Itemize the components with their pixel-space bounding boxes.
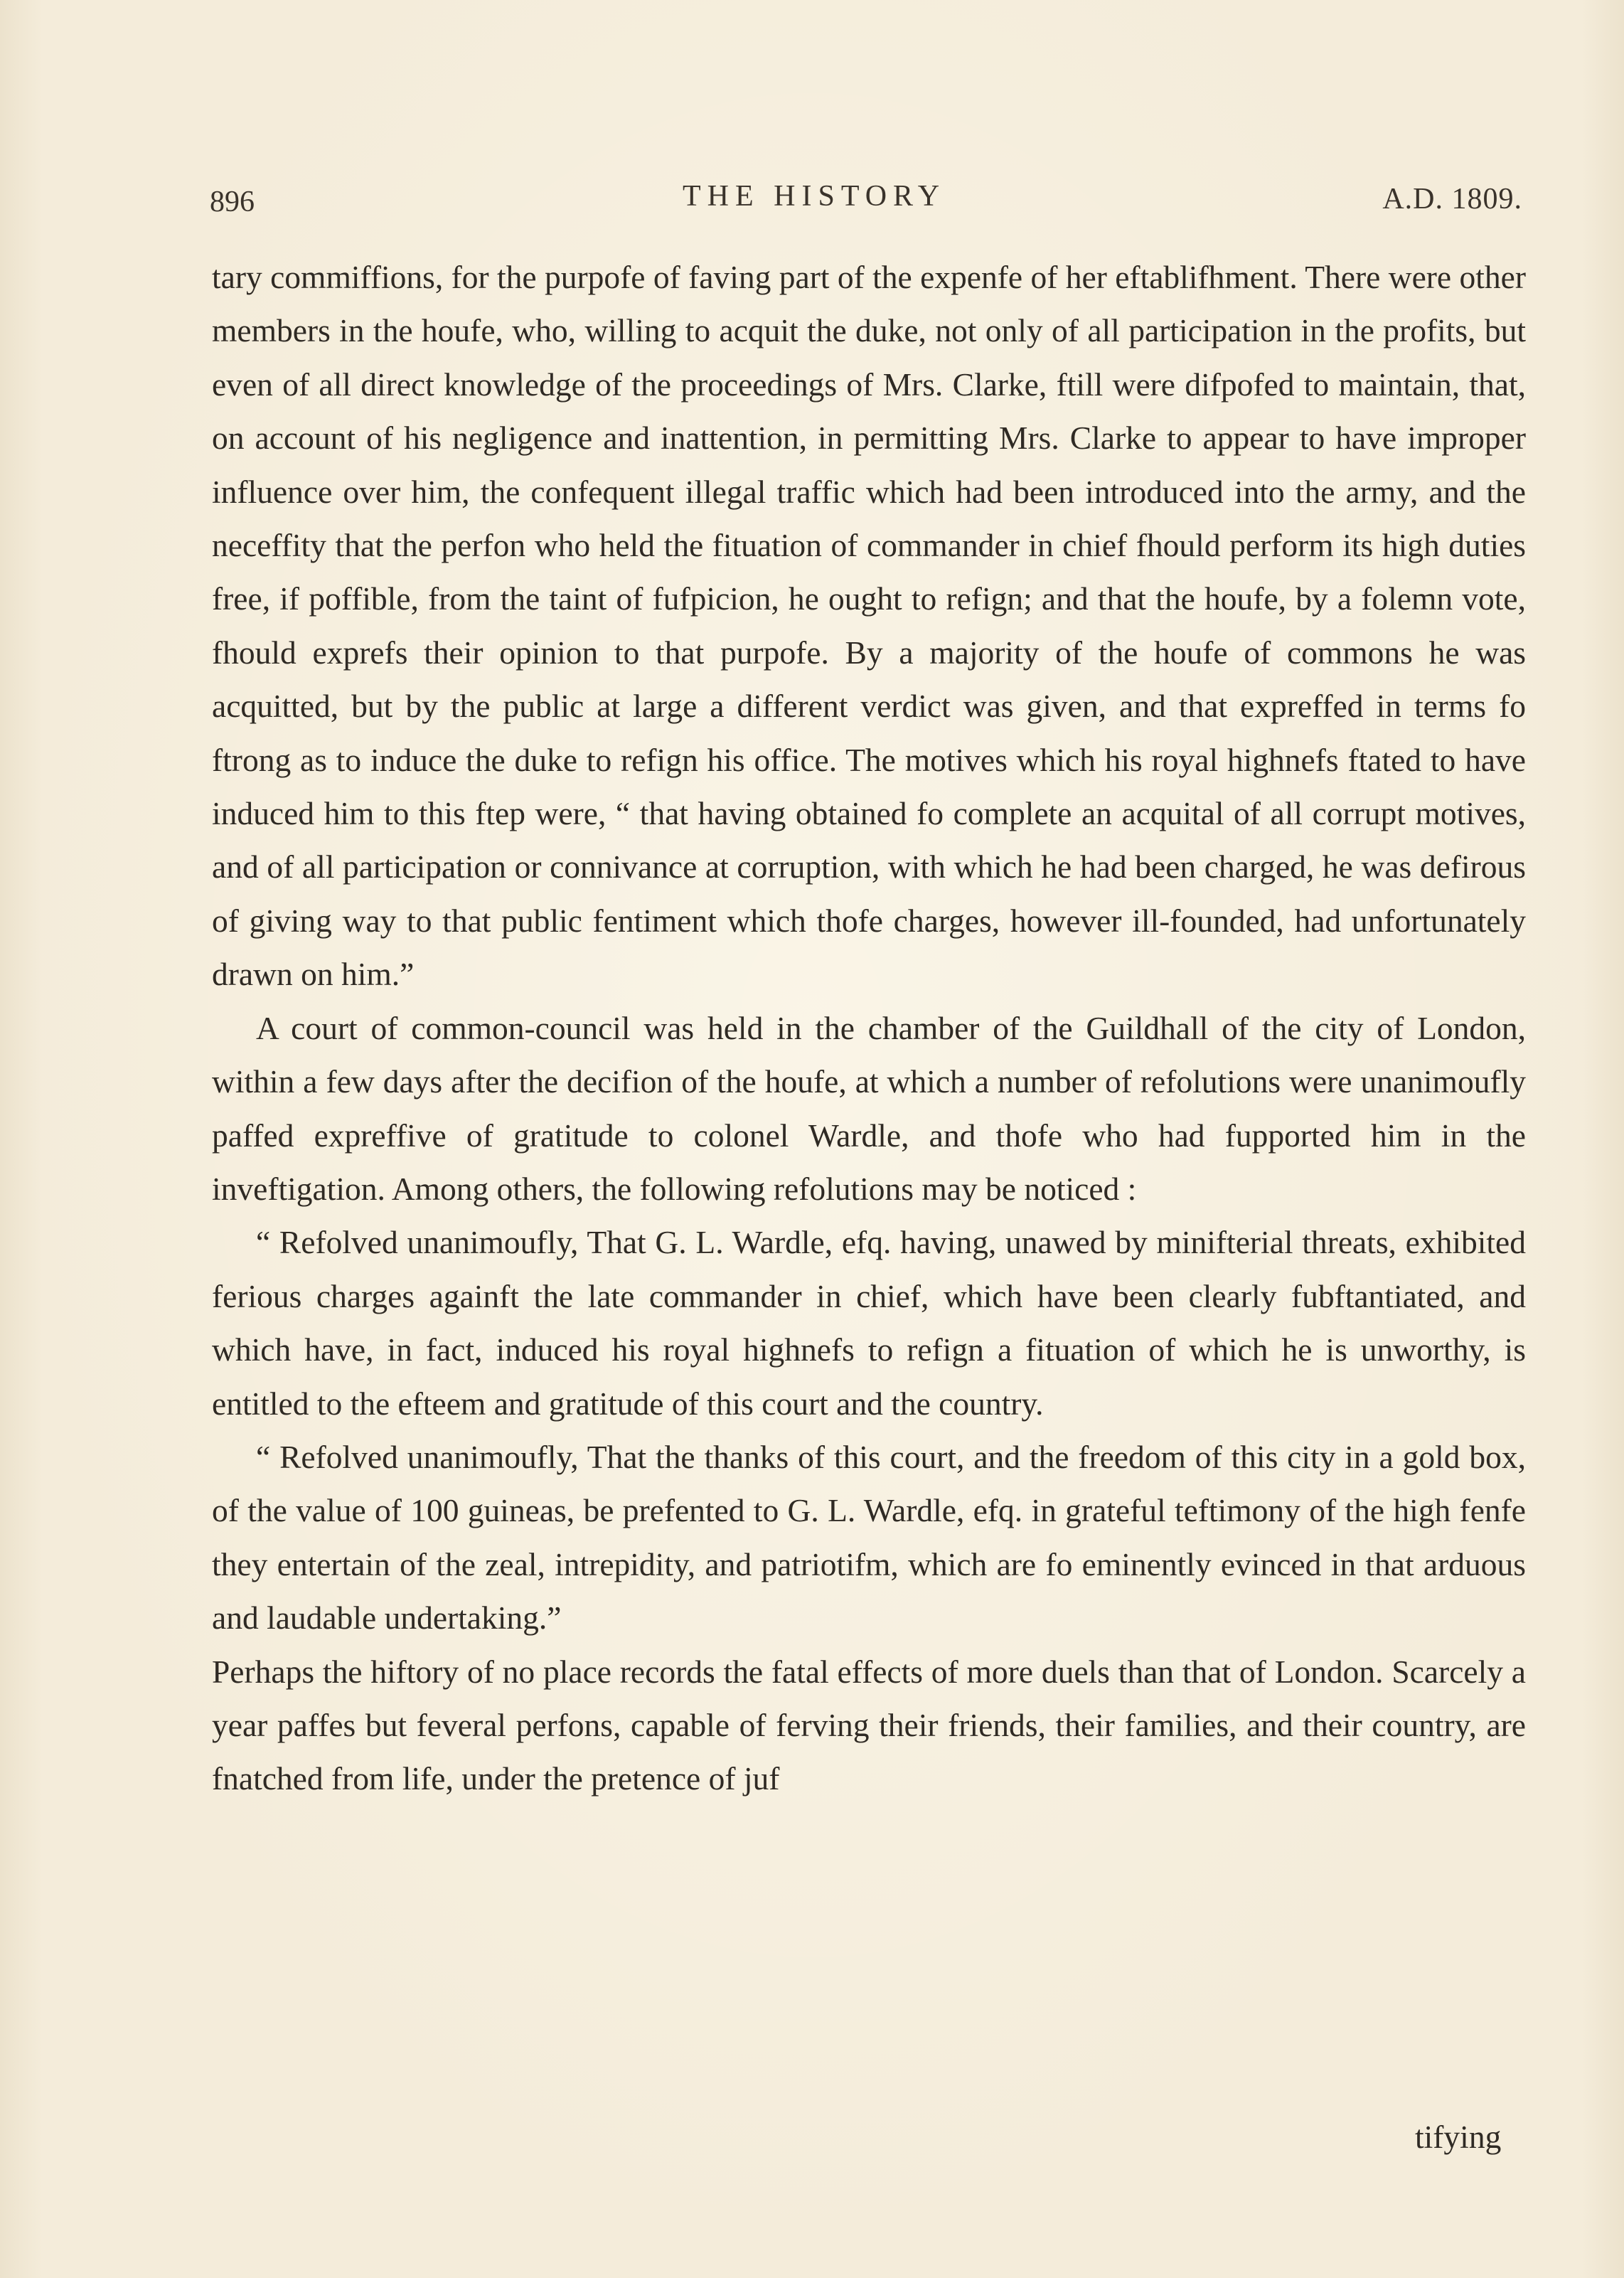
catchword: tifying [1415,2119,1502,2155]
paragraph-resolution-2: “ Refolved unanimoufly, That the thanks of this court, and the freedom of this city in a gold box, of the value of 100 guineas, be prefented to G. L. Wardle, efq. in grateful teftimony of the high fenfe they entertain of the zeal, intrepidity, and patriotifm, which are fo eminently evinced in that arduous and laudable undertaking.” [212,1438,1526,1636]
paragraph-resolution-1: “ Refolved unanimoufly, That G. L. Wardle, efq. having, unawed by minifterial threats, exhibited ferious charges againft the late commander in chief, which have been clearly fubftantiated, and which have, in fact, induced his royal highnefs to refign a fituation of which he is unworthy, is entitled to the efteem and gratitude of this court and the country. [212,1224,1526,1422]
body-text [212,250,1526,1806]
page-number: 896 [210,186,255,218]
header-date: A.D. 1809. [1382,183,1522,215]
running-title: THE HISTORY [683,180,946,213]
running-header [210,169,1522,219]
paragraph-common-council: A court of common-council was held in the chamber of the Guildhall of the city of London, within a few days after the decifion of the houfe, at which a number of refolutions were unanimoufly paffed expreffive of gratitude to colonel Wardle, and thofe who had fupported him in the inveftigation. Among others, the following refolutions may be noticed : [212,1009,1526,1207]
paragraph-duels: Perhaps the hiftory of no place records the fatal effects of more duels than that of London. Scarcely a year paffes but feveral perfons, capable of ferving their friends, their families, and their country, are fnatched from life, under the pretence of juf [212,1653,1526,1797]
paragraph-continuation: tary commiffions, for the purpofe of faving part of the expenfe of her eftablifhment. There were other members in the houfe, who, willing to acquit the duke, not only of all participation in the profits, but even of all direct knowledge of the proceedings of Mrs. Clarke, ftill were difpofed to maintain, that, on account of his negligence and inattention, in permitting Mrs. Clarke to appear to have improper influence over him, the confequent illegal traffic which had been introduced into the army, and the neceffity that the perfon who held the fituation of commander in chief fhould perform its high duties free, if poffible, from the taint of fufpicion, he ought to refign; and that the houfe, by a folemn vote, fhould exprefs their opinion to that purpofe. By a majority of the houfe of commons he was acquitted, but by the public at large a different verdict was given, and that expreffed in terms fo ftrong as to induce the duke to refign his office. The motives which his royal highnefs ftated to have induced him to this ftep were, “ that having obtained fo complete an acquital of all corrupt motives, and of all participation or connivance at corruption, with which he had been charged, he was defirous of giving way to that public fentiment which thofe charges, however ill-founded, had unfortunately drawn on him.” [212,259,1526,993]
